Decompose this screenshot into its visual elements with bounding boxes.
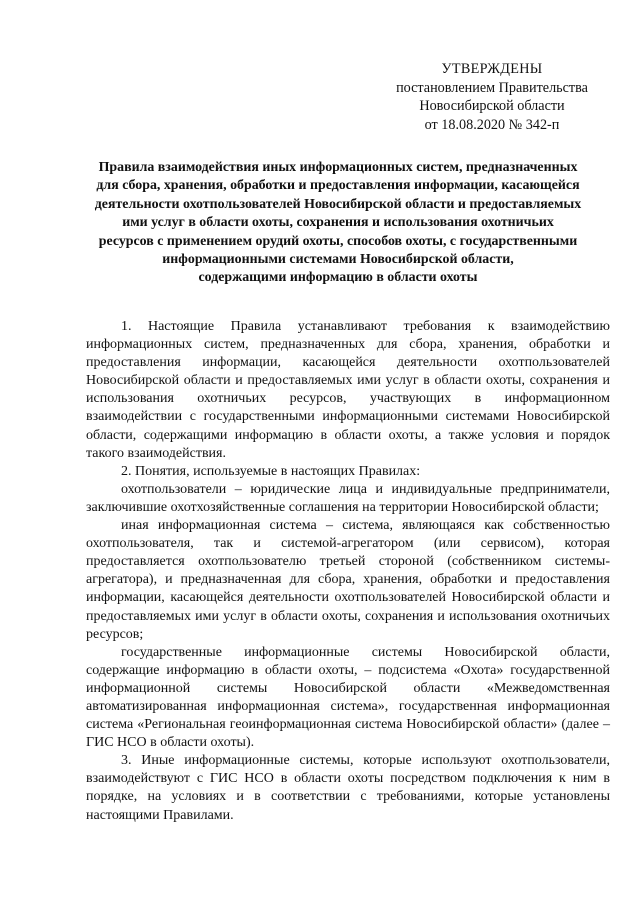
title-line: для сбора, хранения, обработки и предоставления информации, касающейся (96, 178, 580, 194)
title-line: Правила взаимодействия иных информационных систем, предназначенных (98, 160, 578, 175)
document-body (86, 318, 610, 825)
title-line: деятельности охотпользователей Новосибирской области и предоставляемых (94, 196, 582, 212)
paragraph-2-terms-heading: 2. Понятия, используемые в настоящих Правилах: (121, 463, 421, 479)
title-line: ими услуг в области охоты, сохранения и использования охотничьих (122, 215, 554, 231)
approval-line-1: постановлением Правительства (396, 79, 588, 96)
definition-hunting-users: охотпользователи – юридические лица и индивидуальные предприниматели, заключившие охотхозяйственные соглашения на территории Новосибирской области; (86, 481, 610, 515)
title-line: информационными системами Новосибирской области, (162, 252, 514, 268)
document-title (66, 159, 610, 288)
paragraph-1-purpose: 1. Настоящие Правила устанавливают требования к взаимодействию информационных систем, предназначенных для сбора, хранения, обработки и предоставления информации, касающейся деятельности охотпользователей Новосибирской области и предоставляемых ими услуг в области охоты, сохранения и использования охотничьих ресурсов, участвующих в информационном взаимодействии с государственными информационными системами Новосибирской области, содержащими информацию в области охоты, а также условия и порядок такого взаимодействия. (86, 319, 610, 461)
approval-stamp (392, 60, 592, 134)
approval-date-number: от 18.08.2020 № 342-п (424, 116, 560, 133)
approval-line-2: Новосибирской области (419, 98, 565, 114)
title-line: ресурсов с применением орудий охоты, способов охоты, с государственными (98, 233, 578, 249)
paragraph-3-interaction: 3. Иные информационные системы, которые используют охотпользователи, взаимодействуют с ГИС НСО в области охоты посредством подключения к ним в порядке, на условиях и в соответствии с требованиями, которые установлены настоящими Правилами. (86, 753, 610, 823)
approval-heading: УТВЕРЖДЕНЫ (441, 61, 543, 77)
title-line: содержащими информацию в области охоты (198, 270, 478, 286)
definition-other-information-system: иная информационная система – система, являющаяся как собственностью охотпользователя, так и системой-агрегатором (или сервисом), которая предоставляется охотпользователю третьей стороной (собственником системы-агрегатора), и предназначенная для сбора, хранения, обработки и предоставления информации, касающейся деятельности охотпользователей Новосибирской области и предоставляемых ими услуг в области охоты, сохранения и использования охотничьих ресурсов; (86, 518, 610, 642)
definition-state-information-systems: государственные информационные системы Новосибирской области, содержащие информацию в области охоты, – подсистема «Охота» государственной информационной системы Новосибирской области «Межведомственная автоматизированная информационная система», государственная информационная система «Региональная геоинформационная система Новосибирской области» (далее – ГИС НСО в области охоты). (86, 644, 610, 751)
